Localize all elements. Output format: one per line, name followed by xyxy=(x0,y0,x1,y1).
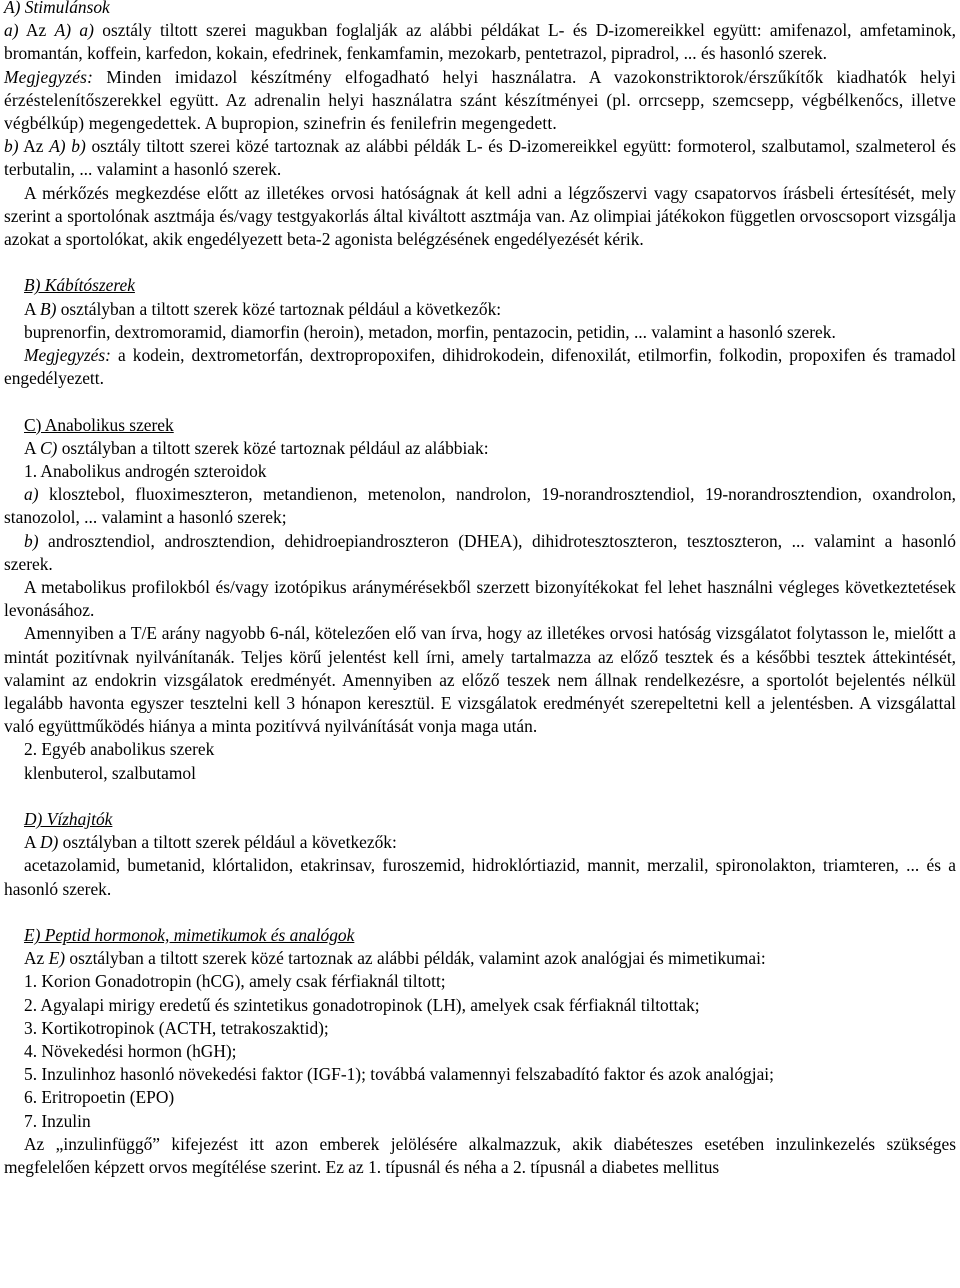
list-item: 6. Eritropoetin (EPO) xyxy=(24,1087,175,1108)
class-reference: A) b) xyxy=(49,136,86,157)
text-fragment: Az xyxy=(18,136,50,157)
item-text: androsztendiol, androsztendion, dehidroepiandroszteron (DHEA), dihidrotesztoszteron, tesztoszteron, ... valamint a hasonló szerek. xyxy=(4,530,956,574)
text-fragment: Az xyxy=(24,948,49,969)
section-c-intro xyxy=(4,437,956,460)
list-item: 5. Inzulinhoz hasonló növekedési faktor (IGF-1); továbbá valamennyi felszabadító faktor és azok analógjai; xyxy=(24,1064,774,1085)
class-reference: D) xyxy=(39,832,59,853)
note-label: Megjegyzés: xyxy=(4,66,94,87)
note-text: Minden imidazol készítmény elfogadható helyi használatra. A vazokonstriktorok/érszűkítők kiadhatók helyi érzéstelenítőszerekkel együtt. Az adrenalin helyi használatra szánt készítményei (pl. orrcsepp, szemcsepp, végbélkenőcs, illetve végbélkúp) megengedettek. A bupropion, szinefrin és fenilefrin megengedett. xyxy=(4,66,956,134)
section-b-intro xyxy=(4,298,956,321)
item-text: klosztebol, fluoximeszteron, metandienon, metenolon, nandrolon, 19-norandrosztendiol, 19-norandrosztendion, oxandrolon, stanozolol, ... valamint a hasonló szerek; xyxy=(4,484,956,528)
section-b-list: buprenorfin, dextromoramid, diamorfin (heroin), metadon, morfin, pentazocin, petidin, ... valamint a hasonló szerek. xyxy=(24,321,836,342)
text-fragment: osztályban a tiltott szerek közé tartoznak például az alábbiak: xyxy=(57,437,489,458)
list-item: 4. Növekedési hormon (hGH); xyxy=(24,1041,237,1062)
section-a-asthma-paragraph: A mérkőzés megkezdése előtt az illetékes orvosi hatóságnak át kell adni a légzőszervi vagy csapatorvos írásbeli értesítését, mely szerint a sportolónak asztmája és/vagy testgyakorlás által kiváltott asztmája van. Az olimpiai játékokon független orvoscsoport vizsgálja azokat a sportolókat, akik engedélyezett beta-2 agonista belégzésének engedélyezését kérik. xyxy=(4,182,956,250)
section-b-note xyxy=(4,344,956,390)
section-c-subheading-2: 2. Egyéb anabolikus szerek xyxy=(24,739,215,760)
item-marker-b: b) xyxy=(24,530,39,551)
item-marker-a: a) xyxy=(4,20,19,41)
class-reference: C) xyxy=(39,437,58,458)
note-text: a kodein, dextrometorfán, dextropropoxifen, dihidrokodein, difenoxilát, etilmorfin, folkodin, propoxifen és tramadol engedélyezett. xyxy=(4,345,956,389)
section-c-item-b xyxy=(4,530,956,576)
section-a-paragraph-a xyxy=(4,19,956,65)
section-c-te-ratio-paragraph: Amennyiben a T/E arány nagyobb 6-nál, kötelezően elő van írva, hogy az illetékes orvosi hatóság vizsgálatot folytasson le, mielőtt a mintát pozitívnak nyilvánítanák. Teljes körű jelentést kell írni, amely tartalmazza az előző tesztek és a későbbi tesztek áttekintését, valamint az endokrin vizsgálatok eredményét. Amennyiben az előző teszek nem állnak rendelkezésre, a sportolót bejelentés nélkül legalább havonta egyszer tesztelni kell 3 hónapon keresztül. E vizsgálatok eredményét szerepeltetni kell a jelentésben. A vizsgálattal való együttműködés hiánya a minta pozitívvá nyilvánítását vonja maga után. xyxy=(4,623,956,737)
section-e-insulin-paragraph: Az „inzulinfüggő” kifejezést itt azon emberek jelölésére alkalmazzuk, akik diabéteszes esetében inzulinkezelés szükséges megfelelően képzett orvos megítélése szerint. Ez az 1. típusnál és néha a 2. típusnál a diabetes mellitus xyxy=(4,1133,956,1178)
section-d-intro xyxy=(4,831,956,854)
section-c-item-a xyxy=(4,483,956,529)
class-reference: A) a) xyxy=(54,20,94,41)
section-d-list: acetazolamid, bumetanid, klórtalidon, etakrinsav, furoszemid, hidroklórtiazid, mannit, merzalil, spironolakton, triamteren, ... és a hasonló szerek. xyxy=(4,855,956,899)
section-c-heading: C) Anabolikus szerek xyxy=(24,414,174,435)
text-fragment: osztályban a tiltott szerek közé tartoznak például a következők: xyxy=(56,298,502,319)
item-marker-a: a) xyxy=(24,484,39,505)
list-item: 2. Agyalapi mirigy eredetű és szintetikus gonadotropinok (LH), amelyek csak férfiaknál tiltottak; xyxy=(24,994,700,1015)
item-marker-b: b) xyxy=(4,136,19,157)
section-c-subheading-2-list: klenbuterol, szalbutamol xyxy=(24,762,196,783)
section-b-heading: B) Kábítószerek xyxy=(24,275,135,296)
section-e-heading: E) Peptid hormonok, mimetikumok és analógok xyxy=(24,925,355,946)
section-spacer xyxy=(4,785,956,808)
section-e-intro xyxy=(4,947,956,970)
section-a-heading: A) Stimulánsok xyxy=(4,0,110,17)
paragraph-text: osztály tiltott szerei közé tartoznak az alábbi példák L- és D-izomereikkel együtt: formoterol, szalbutamol, szalmeterol és terbutalin, ... valamint a hasonló szerek. xyxy=(4,136,957,180)
section-spacer xyxy=(4,901,956,924)
document-page xyxy=(4,0,956,1179)
list-item: 1. Korion Gonadotropin (hCG), amely csak férfiaknál tiltott; xyxy=(24,971,446,992)
paragraph-text: osztály tiltott szerei magukban foglalják az alábbi példákat L- és D-izomereikkel együtt: amifenazol, amfetaminok, bromantán, koffein, karfedon, kokain, efedrinek, fenkamfamin, mezokarb, pentetrazol, pipradrol, ... és hasonló szerek. xyxy=(4,20,957,64)
note-label: Megjegyzés: xyxy=(24,345,111,366)
section-a-note xyxy=(4,66,956,136)
list-item: 7. Inzulin xyxy=(24,1110,91,1131)
section-spacer xyxy=(4,251,956,274)
text-fragment: Az xyxy=(18,20,55,41)
text-fragment: osztályban a tiltott szerek közé tartoznak az alábbi példák, valamint azok analógjai és mimetikumai: xyxy=(65,948,766,969)
text-fragment: A xyxy=(24,298,40,319)
text-fragment: A xyxy=(24,437,40,458)
class-reference: E) xyxy=(48,948,66,969)
text-fragment: osztályban a tiltott szerek például a következők: xyxy=(58,832,397,853)
section-a-paragraph-b xyxy=(4,135,956,181)
section-spacer xyxy=(4,390,956,413)
section-d-heading: D) Vízhajtók xyxy=(24,809,113,830)
section-c-subheading-1: 1. Anabolikus androgén szteroidok xyxy=(24,461,267,482)
section-c-metabolic-paragraph: A metabolikus profilokból és/vagy izotópikus aránymérésekből szerzett bizonyítékokat fel lehet használni végleges következtetések levonásához. xyxy=(4,577,956,621)
text-fragment: A xyxy=(24,832,40,853)
class-reference: B) xyxy=(39,298,57,319)
list-item: 3. Kortikotropinok (ACTH, tetrakoszaktid); xyxy=(24,1017,329,1038)
